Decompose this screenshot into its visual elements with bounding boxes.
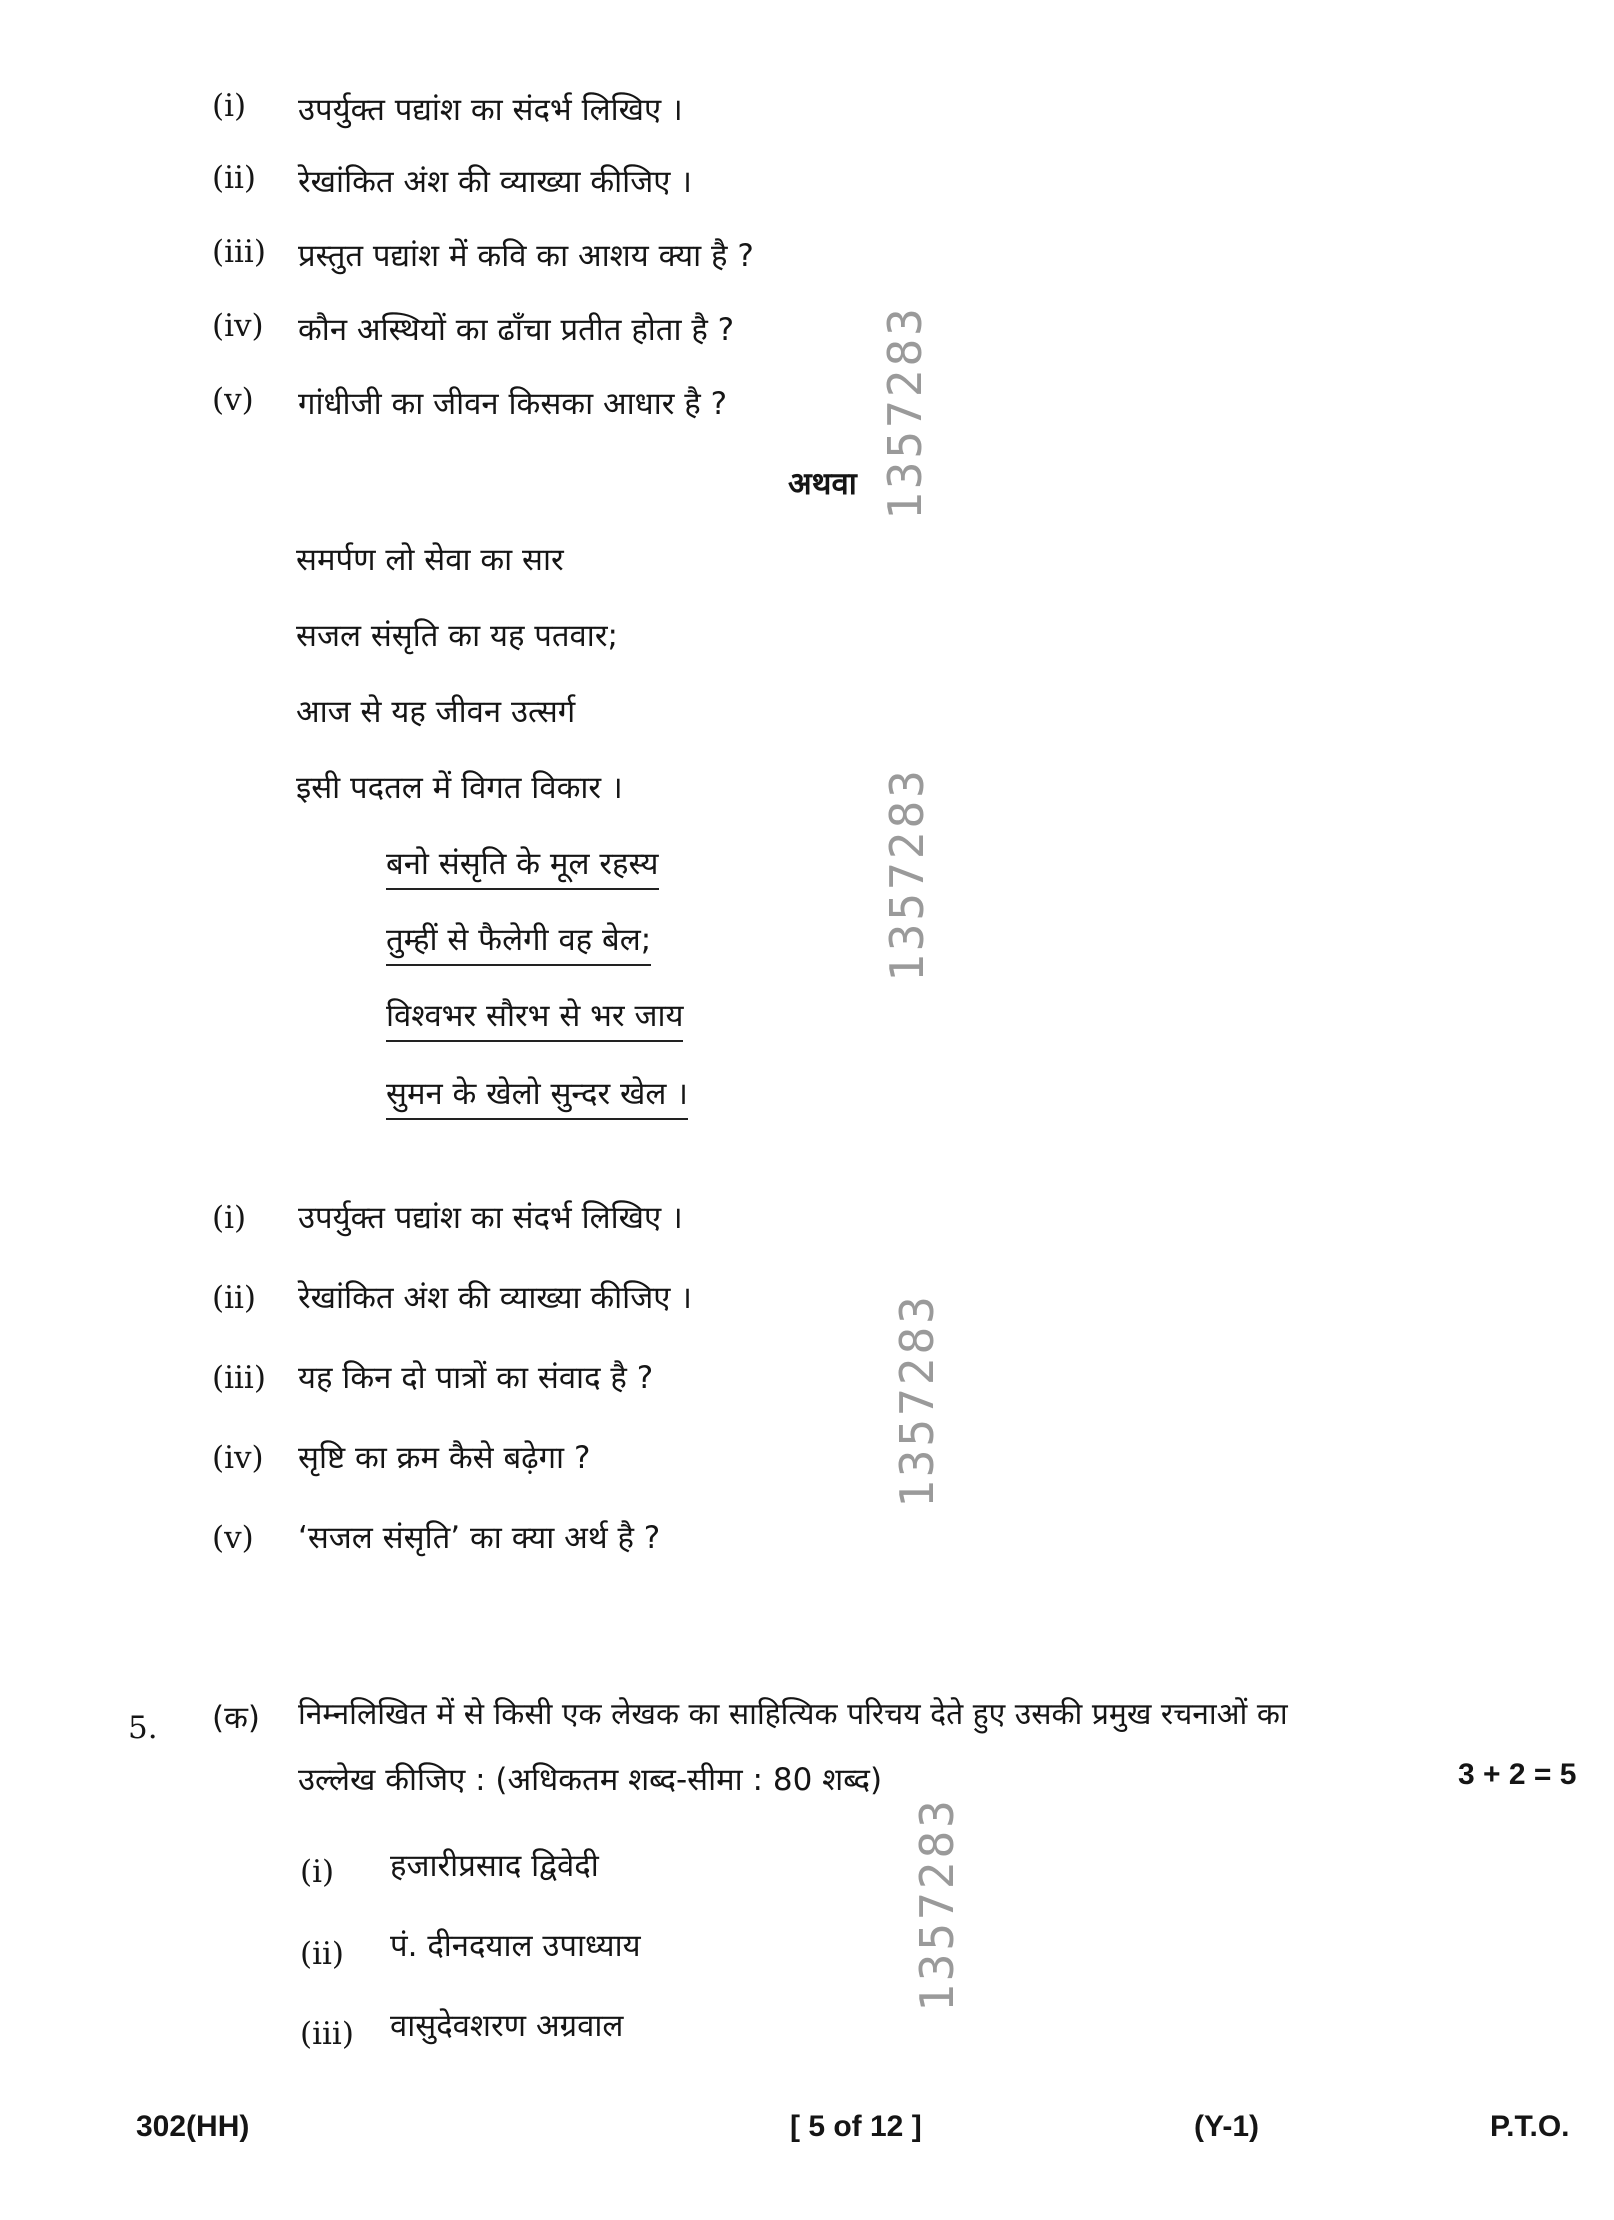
question-text: उपर्युक्त पद्यांश का संदर्भ लिखिए । — [298, 1200, 683, 1236]
question-text: कौन अस्थियों का ढाँचा प्रतीत होता है ? — [298, 312, 735, 348]
option-number: (ii) — [300, 1936, 345, 1972]
question-text: रेखांकित अंश की व्याख्या कीजिए । — [298, 1280, 692, 1316]
question-text: ‘सजल संसृति’ का क्या अर्थ है ? — [298, 1520, 661, 1556]
question-text: निम्नलिखित में से किसी एक लेखक का साहित्यिक परिचय देते हुए उसकी प्रमुख रचनाओं का — [298, 1697, 1288, 1732]
set-code: (Y-1) — [1194, 2110, 1260, 2143]
question-number: (iii) — [212, 1360, 266, 1396]
question-text: प्रस्तुत पद्यांश में कवि का आशय क्या है ? — [298, 238, 754, 274]
question-text-continued: उल्लेख कीजिए : (अधिकतम शब्द-सीमा : 80 शब्द) — [298, 1762, 883, 1798]
option-number: (i) — [300, 1854, 335, 1890]
question-number: 5. — [128, 1710, 158, 1746]
pto-label: P.T.O. — [1490, 2110, 1570, 2143]
paper-code: 302(HH) — [136, 2110, 250, 2143]
serial-stamp: 1357283 — [878, 305, 932, 520]
poem-underlined-line: बनो संसृति के मूल रहस्य — [386, 842, 659, 890]
question-number: (v) — [212, 1520, 254, 1556]
question-text: रेखांकित अंश की व्याख्या कीजिए । — [298, 164, 692, 200]
option-number: (iii) — [300, 2016, 354, 2052]
question-text: गांधीजी का जीवन किसका आधार है ? — [298, 386, 728, 422]
marks-label: 3 + 2 = 5 — [1458, 1758, 1577, 1791]
or-label: अथवा — [788, 466, 857, 502]
question-number: (i) — [212, 1200, 247, 1236]
serial-stamp: 1357283 — [890, 1293, 944, 1508]
question-part-label: (क) — [212, 1700, 260, 1736]
poem-underlined-line: विश्वभर सौरभ से भर जाय — [386, 994, 683, 1042]
option-text: हजारीप्रसाद द्विवेदी — [390, 1848, 599, 1884]
question-number: (i) — [212, 88, 247, 124]
question-text: उपर्युक्त पद्यांश का संदर्भ लिखिए । — [298, 92, 683, 128]
question-number: (ii) — [212, 1280, 257, 1316]
question-number: (v) — [212, 382, 254, 418]
page-number: [ 5 of 12 ] — [790, 2110, 922, 2143]
question-number: (ii) — [212, 160, 257, 196]
poem-line: समर्पण लो सेवा का सार — [296, 542, 564, 578]
question-text: सृष्टि का क्रम कैसे बढ़ेगा ? — [298, 1440, 591, 1476]
poem-line: इसी पदतल में विगत विकार । — [296, 770, 623, 806]
question-number: (iv) — [212, 308, 264, 344]
poem-line: आज से यह जीवन उत्सर्ग — [296, 694, 576, 730]
serial-stamp: 1357283 — [880, 767, 934, 982]
poem-line: सजल संसृति का यह पतवार; — [296, 618, 618, 654]
option-text: वासुदेवशरण अग्रवाल — [390, 2008, 624, 2044]
serial-stamp: 1357283 — [910, 1797, 964, 2012]
poem-underlined-line: तुम्हीं से फैलेगी वह बेल; — [386, 918, 651, 966]
option-text: पं. दीनदयाल उपाध्याय — [390, 1928, 641, 1964]
question-number: (iii) — [212, 234, 266, 270]
poem-underlined-line: सुमन के खेलो सुन्दर खेल । — [386, 1072, 688, 1120]
question-number: (iv) — [212, 1440, 264, 1476]
question-text: यह किन दो पात्रों का संवाद है ? — [298, 1360, 654, 1396]
